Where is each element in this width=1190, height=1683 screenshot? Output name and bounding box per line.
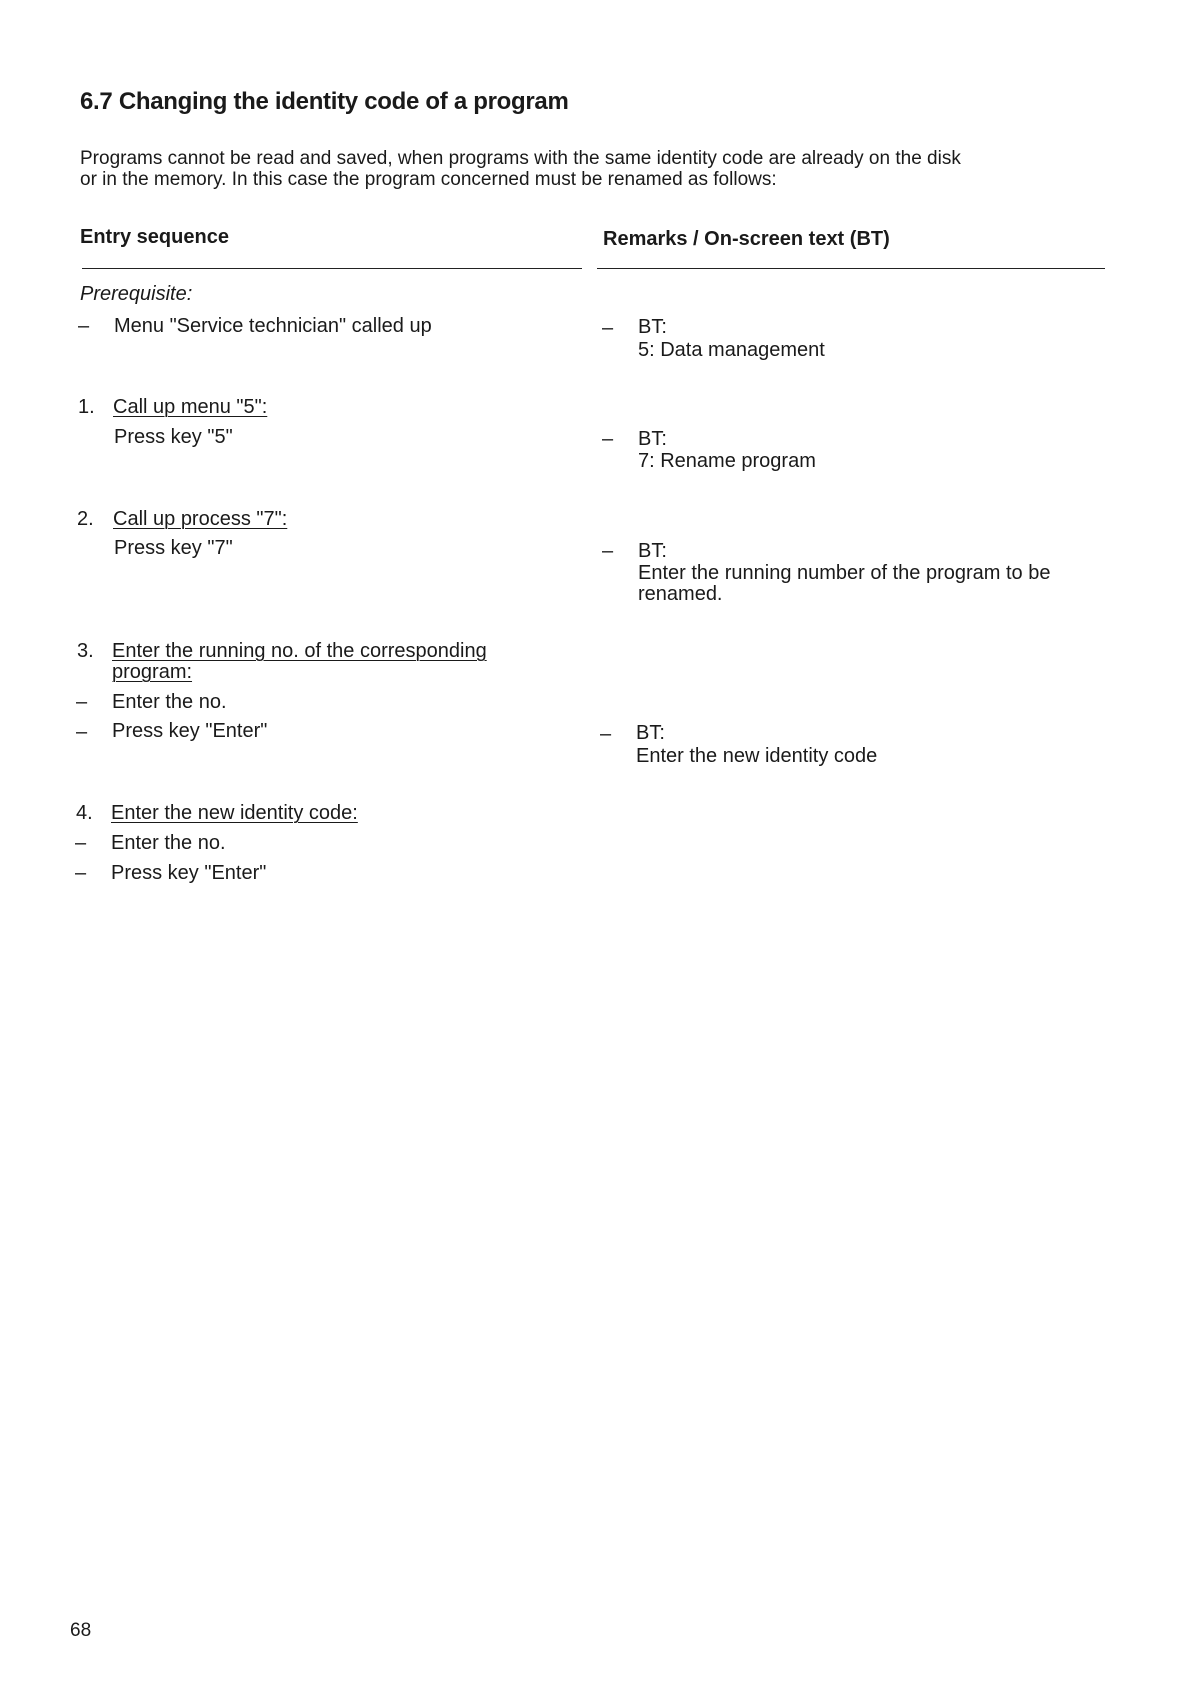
dash: – [602,540,614,562]
step-4-heading: Enter the new identity code: [111,802,358,824]
dash: – [76,721,88,743]
step-1-action: Press key "5" [114,426,233,448]
dash: – [600,723,612,745]
step-4-number: 4. [76,802,93,824]
remarks-header: Remarks / On-screen text (BT) [603,228,890,250]
step-3-heading-line-1: Enter the running no. of the corresponding [112,640,487,662]
header-rule-right [597,268,1105,269]
dash: – [602,317,614,339]
step-2-number: 2. [77,508,94,530]
step-4-action-2: Press key "Enter" [111,862,267,884]
prerequisite-remark-text: 5: Data management [638,339,825,361]
step-1-number: 1. [78,396,95,418]
prerequisite-label: Prerequisite: [80,283,193,305]
section-title: 6.7 Changing the identity code of a program [80,88,569,115]
header-rule-left [82,268,582,269]
intro-line-1: Programs cannot be read and saved, when programs with the same identity code are already on the disk [80,148,961,169]
step-1-remark-label: BT: [638,428,667,450]
step-3-remark-text: Enter the new identity code [636,745,878,767]
step-4-action-1: Enter the no. [111,832,226,854]
dash: – [75,862,87,884]
intro-line-2: or in the memory. In this case the program concerned must be renamed as follows: [80,169,777,190]
step-3-action-2: Press key "Enter" [112,720,268,742]
dash: – [78,315,90,337]
prerequisite-item: Menu "Service technician" called up [114,315,432,337]
step-3-heading-line-2: program: [112,661,193,683]
step-2-heading: Call up process "7": [113,508,288,530]
page-number: 68 [70,1620,92,1641]
step-3-action-1: Enter the no. [112,691,227,713]
step-2-remark-line-1: Enter the running number of the program to be [638,562,1051,584]
step-2-remark-line-2: renamed. [638,583,723,605]
step-2-remark-label: BT: [638,540,667,562]
step-2-action: Press key "7" [114,537,233,559]
entry-sequence-header: Entry sequence [80,226,229,248]
step-3-remark-label: BT: [636,722,665,744]
step-1-remark-text: 7: Rename program [638,450,816,472]
dash: – [75,832,87,854]
step-1-heading: Call up menu "5": [113,396,268,418]
dash: – [76,691,88,713]
step-3-number: 3. [77,640,94,662]
dash: – [602,428,614,450]
prerequisite-remark-label: BT: [638,316,667,338]
